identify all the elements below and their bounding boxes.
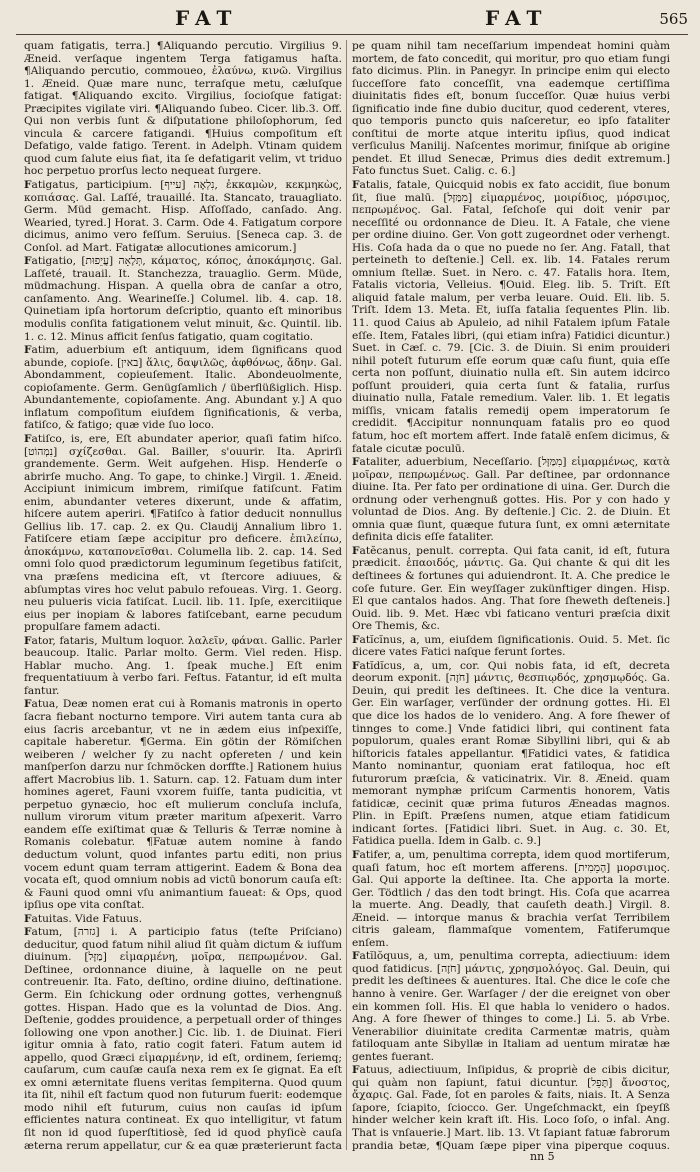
entry-faticanus: Fatĕcanus, penult. correpta. Qui fata canit, id eſt, futura prædicit. ἐπαοιδός, μάντις. Ga. Qui chante & qui dit les deſtinees & fortunes qui aduiendront. It. A. Che predice le coſe future. Ger. Ein weyſſager zukünftiger dingen. Hisp. El que cantalos hados. Ang. That ſore ſheweth deſteneis.] Ouid. lib. 9. Met. Hæc vbi faticano venturi præſcia dixit Ore Themis, &c.: [352, 544, 670, 633]
entry-fatigatus: Fatigatus, participium. [עייף] נִלְאֶה, ἐκκαμὼν, κεκμηκὼς, κοπιάσας. Gal. Laſſé, trauaillé. Ita. Stancato, trauagliato. Germ. Müd gemacht. Hisp. Aſſoſſado, canſado. Ang. Wearied, tyred.] Horat. 3. Carm. Ode 4. Fatigatum corpore dicimus, animo vero feſſum. Seruius. [Seneca cap. 3. de Conſol. ad Mart. Fatigatæ allocutiones amicorum.]: [24, 179, 342, 254]
running-header: [0, 4, 700, 34]
signature-mark: nn 5: [530, 1150, 555, 1163]
entry-fatiloquus: Fatĭlŏquus, a, um, penultima correpta, adiectiuum: idem quod fatidicus. [חֹזֶה] μάντις, χρησμολόγος. Gal. Deuin, qui predit les deſtinees & auentures. Ital. Che dice le coſe che hanno à venire. Ger. Warſager / der die ereignet von ober ein kommen ſoll. His. El que habla lo venidero o hados. Ang. A fore ſhewer of thinges to come.] Li. 5. ab Vrbe. Venerabilior diuinitate credita Carmentæ matris, quàm fatiloquam ante Sibyllæ in Italiam ad uentum miratæ hæ gentes fuerant.: [352, 950, 670, 1063]
left-entry-continuation: quam fatigatis, terra.] ¶Aliquando percutio. Virgilius 9. Æneid. verſaque ingentem Terga fatigamus haſta. ¶Aliquando percutio, commoueo, ἐλαύνω, κινῶ. Virgilius 1. Æneid. Quæ mare nunc, terraſque metu, cæluſque fatigat. ¶Aliquando excito. Virgilius, ſocioſque fatigat: Præcipites vigilate viri. ¶Aliquando ſubeo. Cicer. lib.3. Off. Qui non verbis ſunt & diſputatione philoſophorum, ſed vincula & carcere fatigandi. ¶Huius compoſitum eſt Defatigo, valde fatigo. Terent. in Adelph. Vtinam quidem quod cum ſalute eius fiat, ita ſe defatigarit velim, vt triduo hoc perpetuo prorſus lecto nequeat ſurgere.: [24, 40, 342, 178]
entry-fatalis: Fatalis, fatale, Quicquid nobis ex fato accidit, ſiue bonum ſit, ſiue malū. [מִמַּזָּל] εἱμαρμένος, μοιρίδιος, μόρσιμος, πεπρωμένος. Gal. Fatal, ſeſchoſe qui doit venir par neceſſité ou ordonnance de Dieu. It. A Fatale, che viene per ordine diuino. Ger. Von gott zugeordnet oder verhengt. His. Coſa hada da o que no puede no ſer. Ang. Fatall, that perteineth to deſtenie.] Cell. ex. lib. 14. Fatales rerum omnium ſtellæ. Suet. in Nero. c. 47. Fatalis hora. Item, Fatalis victoria, Velleius. ¶Ouid. Eleg. lib. 5. Triſt. Eſt aliquid fatale malum, per verba leuare. Ouid. Eli. lib. 5. Triſt. Idem 13. Meta. Et, iuſſa fatalia ſequentes Plin. lib. 11. quod Caius ab Apuleio, ad nihil Fatalem ipſum Fatale eſſe. Item, Fatales libri, (qui etiam inſra) Fatidici dicuntur.) Suet. in Cæſ. c. 79. [Cic. 3. de Diuin. Si enim prouideri nihil poteſt futurum eſſe eorum quæ caſu fiunt, quia eſſe certa non poſſunt, diuinatio nulla eſt. Sin autem idcirco poſſunt prouideri, quia certa ſunt & fatalia, rurſus diuinatio nulla, Fatale remedium. Valer. lib. 1. Et legatis miſſis, vnicam fatalis remedij opem imperatorum ſe credidit. ¶Accipitur nonnunquam fatalis pro eo quod fatum, hoc eſt mortem affert. Inde fatalē enſem dicimus, & fatale cicutæ poculū.: [352, 179, 670, 455]
entry-fatisco: Fatiſco, is, ere, Eſt abundater aperior, quaſi fatim hiſco. [נִמְהוֹט] σχίζεσθαι. Gal. Bailler, s'ouurir. Ita. Aprirſi grandemente. Germ. Weit aufgehen. Hisp. Henderſe o abrirſe mucho. Ang. To gape, to chinke.] Virgil. 1. Æneid. Accipiunt inimicum imbrem, rimiſque fatiſcunt. Fatim enim, abundanter veteres dixerunt, unde & affatim, hiſcere autem aperiri. ¶Fatiſco à fatior deducit nonnullus Gellius lib. 17. cap. 2. ex Qu. Claudij Annalium libro 1. Fatiſcere etiam ſæpe accipitur pro deficere. ἐπιλείπω, ἀποκάμνω, καταπονεῖσθαι. Columella lib. 2. cap. 14. Sed omni ſolo quod prædictorum leguminum ſegetibus fatiſcit, vna præſens medicina eſt, vt ſtercore adiuues, & abſumptas vires hoc velut pabulo refoueas. Virg. 1. Georg. neu pulueris vicia fatiſcat. Lucil. lib. 11. Ipſe, exercitiique eius per inopiam & labores fatiſcebant, earne pecudum propulſare famem adacti.: [24, 432, 342, 634]
entry-fatua: Fatua, Deæ nomen erat cui à Romanis matronis in operto ſacra fiebant nocturno tempore. Viri autem tanta cura ab eius ſacris arcebantur, vt ne in ædem eius inſpexiſſe, capitale haberetur. ¶Germa. Ein götin der Römiſchen weiberen / welcher ſy zu nacht opfereten / und kein manſperſon darzu nur ſchmöcken dorffte.] Rationem huius affert Macrobius lib. 1. Saturn. cap. 12. Fatuam dum inter homines ageret, Fauni vxorem fuiſſe, tanta pudicitia, vt perpetuo gynæcio, hoc eſt mulierum concluſa incluſa, nullum virorum vitum præter maritum aſpexerit. Varro eandem eſſe exiſtimat quæ & Telluris & Terræ nomine à Romanis colebatur. ¶Fatuæ autem nomine à fando deductum volunt, quod infantes partu editi, non prius vocem edunt quam terram attigerint. Eadem & Bona dea vocata eſt, quod omnium nobis ad victū bonorum cauſa eſt: & Fauni quod omni vſu animantium faueat: & Ops, quod ipſius ope vita conſtat.: [24, 698, 342, 912]
right-column: [352, 40, 670, 1152]
entry-fatuus-adj: Fatuus, adiectiuum, Inſipidus, & propriè de cibis dicitur, qui quàm non ſapiunt, fatui dicuntur. [תָּפֵל] ἄνοστος, ἄχαρις. Gal. Fade, ſot en paroles & faits, niais. It. A Senza ſapore, ſciapito, ſciocco. Ger. Ungeſchmackt, ein ſpeyſß hinder welcher kein kraft iſt. His. Loco ſoſo, o infal. Ang. That is vnſauerie.] Mart. lib. 13. Vt ſapiant fatuæ fabrorum prandia betæ, ¶Quam ſæpe piper vina piperque coquus.: [352, 1064, 670, 1152]
header-left-word: FAT: [175, 6, 239, 30]
left-column: [24, 40, 342, 1152]
entry-fatifer: Fatifer, a, um, penultima correpta, idem quod mortiferum, quaſi fatum, hoc eſt mortem afferens. [הָמֵמִית] μορσιμος. Gal. Qui apporte la deſtinee. Ita. Che apporta la morte. Ger. Tödtlich / das den todt bringt. His. Coſa que acarrea la muerte. Ang. Deadly, that cauſeth death.] Virgil. 8. Æneid. — intorque manus & brachia verſat Terribilem citris galeam, flammaſque vomentem, Fatiferumque enſem.: [352, 849, 670, 949]
header-rule: [16, 34, 688, 35]
entry-fatidicus: Fatĭdĭcus, a, um, cor. Qui nobis fata, id eſt, decreta deorum exponit. [חֹזֶה] μάντις, θεσπιῳδός, χρησμῳδός. Ga. Deuin, qui predit les deſtinees. It. Che dice la ventura. Ger. Ein warſager, verſünder der ordnung gottes. Hi. El que dice los hados de lo venidero. Ang. A fore ſhewer of tinnges to come.] Vnde fatidici libri, qui continent fata populorum, quales erant Romæ Sibyllini libri, qui & ab hiſtoricis fatales appellantur. ¶Fatidici vates, & fatidica Manto nominantur, quoniam erat fatiloqua, hoc eſt futurorum præſcia, & vaticinatrix. Vir. 8. Æneid. quam memorant nymphæ priſcum Carmentis honorem, Vatis fatidicæ, cecinit quæ prima futuros Æneadas magnos. Plin. in Epiſt. Præſens numen, atque etiam fatidicum indicant ſortes. [Fatidici libri. Suet. in Aug. c. 30. Et, Fatidica puella. Idem in Galb. c. 9.]: [352, 659, 670, 848]
entry-fator: Fator, fataris, Multum loquor. λαλεῖν, φάναι. Gallic. Parler beaucoup. Italic. Parlar molto. Germ. Viel reden. Hisp. Hablar mucho. Ang. 1. ſpeak muche.] Eſt enim frequentatiuum à verbo fari. Feſtus. Fatantur, id eſt multa fantur.: [24, 634, 342, 697]
entry-fatim: Fatim, aduerbium eſt antiquum, idem ſignificans quod abunde, copioſe. [באין] ἅλις, δαψιλῶς, ἀφθόνως, ἄδην. Gal. Abondamment, copieuſement. Italic. Abondeuolmente, copioſamente. Germ. Genügſamlich / überflüßiglich. Hisp. Abundantemente, copioſamente. Ang. Abundant y.] A quo inflatum compoſitum eiuſdem ſignificationis, & verba, fatiſco, & fatigo; quæ vide ſuo loco.: [24, 344, 342, 432]
entry-faticinus: Fatĭcĭnus, a, um, eiuſdem ſignificationis. Ouid. 5. Met. ſic dicere vates Fatici naſque ferunt ſortes.: [352, 633, 670, 659]
entry-fataliter: Fataliter, aduerbium, Neceſſario. [מִמַּזָּל] εἱμαρμένως, κατὰ μοῖραν, πεπρωμένως. Gall. Par deſtinee, par ordonnance diuine. Ita. Per fato per ordinatione di uina. Ger. Durch die ordnung oder verhengnuß gottes. His. Por y con hado y voluntad de Dios. Ang. By deſtenie.] Cic. 2. de Diuin. Et omnia quæ ſiunt, quæque futura ſunt, ex omni æternitate definita dicis eſſe fataliter.: [352, 456, 670, 544]
entry-fatum: Fatum, [גזרה] i. A participio fatus (teſte Priſciano) deducitur, quod fatum nihil aliud ſit quàm dictum & iuſſum diuinum. [מַזָּל] εἱμαρμένη, μοῖρα, πεπρωμένον. Gal. Deſtinee, ordonnance diuine, à laquelle on ne peut contreuenir. Ita. Fato, deſtino, ordine diuino, deſtinatione. Germ. Ein ſchickung oder ordnung gottes, verhengnuß gottes. Hispan. Hado que es la voluntad de Dios. Ang. Deſtenie, goddes prouidence, a perpetuall order of thinges ſollowing one vpon another.] Cic. lib. 1. de Diuinat. Fieri igitur omnia à fato, ratio cogit fateri. Fatum autem id appello, quod Græci εἱμαρμένην, id eſt, ordinem, ſeriemq; cauſarum, cum cauſæ cauſa nexa rem ex ſe gignat. Ea eſt ex omni æternitate fluens veritas ſempiterna. Quod quum ita ſit, nihil eſt factum quod non futurum fuerit: eodemque modo nihil eſt futurum, cuius non cauſas id ipſum efficientes natura contineat. Ex quo intelligitur, vt fatum ſit non id quod ſuperſtitiosè, ſed id quod phyſicè cauſa æterna rerum appellatur, cur & ea quæ præterierunt facta: [24, 926, 342, 1152]
header-right-word: FAT: [485, 6, 549, 30]
right-entry-continuation: pe quam nihil tam neceſſarium impendeat homini quàm mortem, de fato concedit, qui moritur, pro quo etiam fungi fato dicimus. Plin. in Panegyr. In principe enim qui electo ſucceſſore fato conceſſit, vna eademque certiſſima diuinitatis fides eſt, bonum ſucceſſor. Quæ huius verbi ſignificatio inde fine dubio ducitur, quod cederent, vteres, quo temporis puncto quis naſceretur, eo ipſo fataliter conſtitui de morte atque interitu ipſius, quod indicat verſiculus Manilij. Naſcentes morimur, finiſque ab origine pendet. Et illud Senecæ, Primus dies dedit extremum.] Fato functus Suet. Calig. c. 6.]: [352, 40, 670, 178]
entry-fatuitas-ref: Fatuitas. Vide Fatuus.: [24, 912, 142, 925]
column-divider: [346, 40, 347, 1150]
page-number: 565: [659, 10, 688, 28]
entry-fatigatio: Fatigatio, [עֲיֵפוּת] תְּלָאָה, κάματος, κόπος, ἀποκάμησις. Gal. Laſſeté, trauail. It. Stanchezza, trauaglio. Germ. Müde, müdmachung. Hispan. A quella obra de canſar a otro, canſamento. Ang. Wearineſſe.] Columel. lib. 4. cap. 18. Quinetiam ipſa hortorum deſcriptio, quanto eſt minoribus modulis conſita fatigationem velut minuit, &c. Quintil. lib. 1. c. 12. Minus afficit ſenſus fatigatio, quam cogitatio.: [24, 255, 342, 343]
